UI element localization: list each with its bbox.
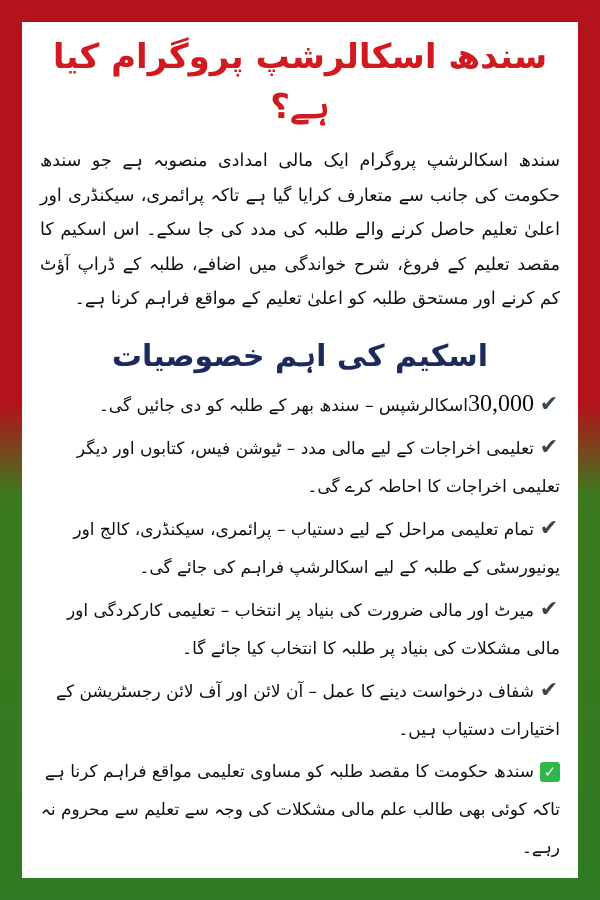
feature-item: [40, 672, 560, 749]
feature-number: 30,000: [468, 390, 534, 417]
feature-text: میرٹ اور مالی ضرورت کی بنیاد پر انتخاب – تعلیمی کارکردگی اور مالی مشکلات کی بنیاد پر طلبہ کا انتخاب کیا جائے گا۔: [66, 600, 560, 659]
checkmark-icon: ✔: [539, 434, 559, 460]
closing-statement: [40, 753, 560, 867]
features-heading: اسکیم کی اہم خصوصیات: [111, 338, 489, 374]
checkmark-icon: ✔: [539, 515, 559, 541]
closing-text: سندھ حکومت کا مقصد طلبہ کو مساوی تعلیمی مواقع فراہم کرنا ہے تاکہ کوئی بھی طالب علم مالی مشکلات کی وجہ سے تعلیم سے محروم نہ رہے۔: [40, 761, 560, 858]
feature-item: [40, 510, 560, 587]
feature-text: تمام تعلیمی مراحل کے لیے دستیاب – پرائمری، سیکنڈری، کالج اور یونیورسٹی کے طلبہ کے لیے اسکالرشپ فراہم کی جائے گی۔: [73, 519, 560, 578]
features-list: [40, 385, 560, 867]
feature-text: اسکالرشپس – سندھ بھر کے طلبہ کو دی جائیں گی۔: [98, 395, 468, 416]
page-title: سندھ اسکالرشپ پروگرام کیا ہے؟: [52, 37, 548, 127]
feature-text: شفاف درخواست دینے کا عمل – آن لائن اور آف لائن رجسٹریشن کے اختیارات دستیاب ہیں۔: [56, 681, 560, 740]
content-card: [22, 22, 578, 878]
checkmark-icon: ✔: [539, 391, 559, 417]
green-checkbox-icon: ✓: [540, 762, 560, 782]
feature-item: [40, 385, 560, 425]
intro-paragraph: سندھ اسکالرشپ پروگرام ایک مالی امدادی منصوبہ ہے جو سندھ حکومت کی جانب سے متعارف کرایا گیا ہے تاکہ پرائمری، سیکنڈری اور اعلیٰ تعلیم حاصل کرنے والے طلبہ کی مدد کی جا سکے۔ اس اسکیم کا مقصد تعلیم کے فروغ، شرح خواندگی میں اضافے، طلبہ کے ڈراپ آؤٹ کم کرنے اور مستحق طلبہ کو اعلیٰ تعلیم کے مواقع فراہم کرنا ہے۔: [40, 151, 560, 309]
feature-item: [40, 429, 560, 506]
feature-text: تعلیمی اخراجات کے لیے مالی مدد – ٹیوشن فیس، کتابوں اور دیگر تعلیمی اخراجات کا احاطہ کرے گی۔: [76, 438, 560, 497]
checkmark-icon: ✔: [539, 596, 559, 622]
feature-item: [40, 591, 560, 668]
checkmark-icon: ✔: [539, 677, 559, 703]
